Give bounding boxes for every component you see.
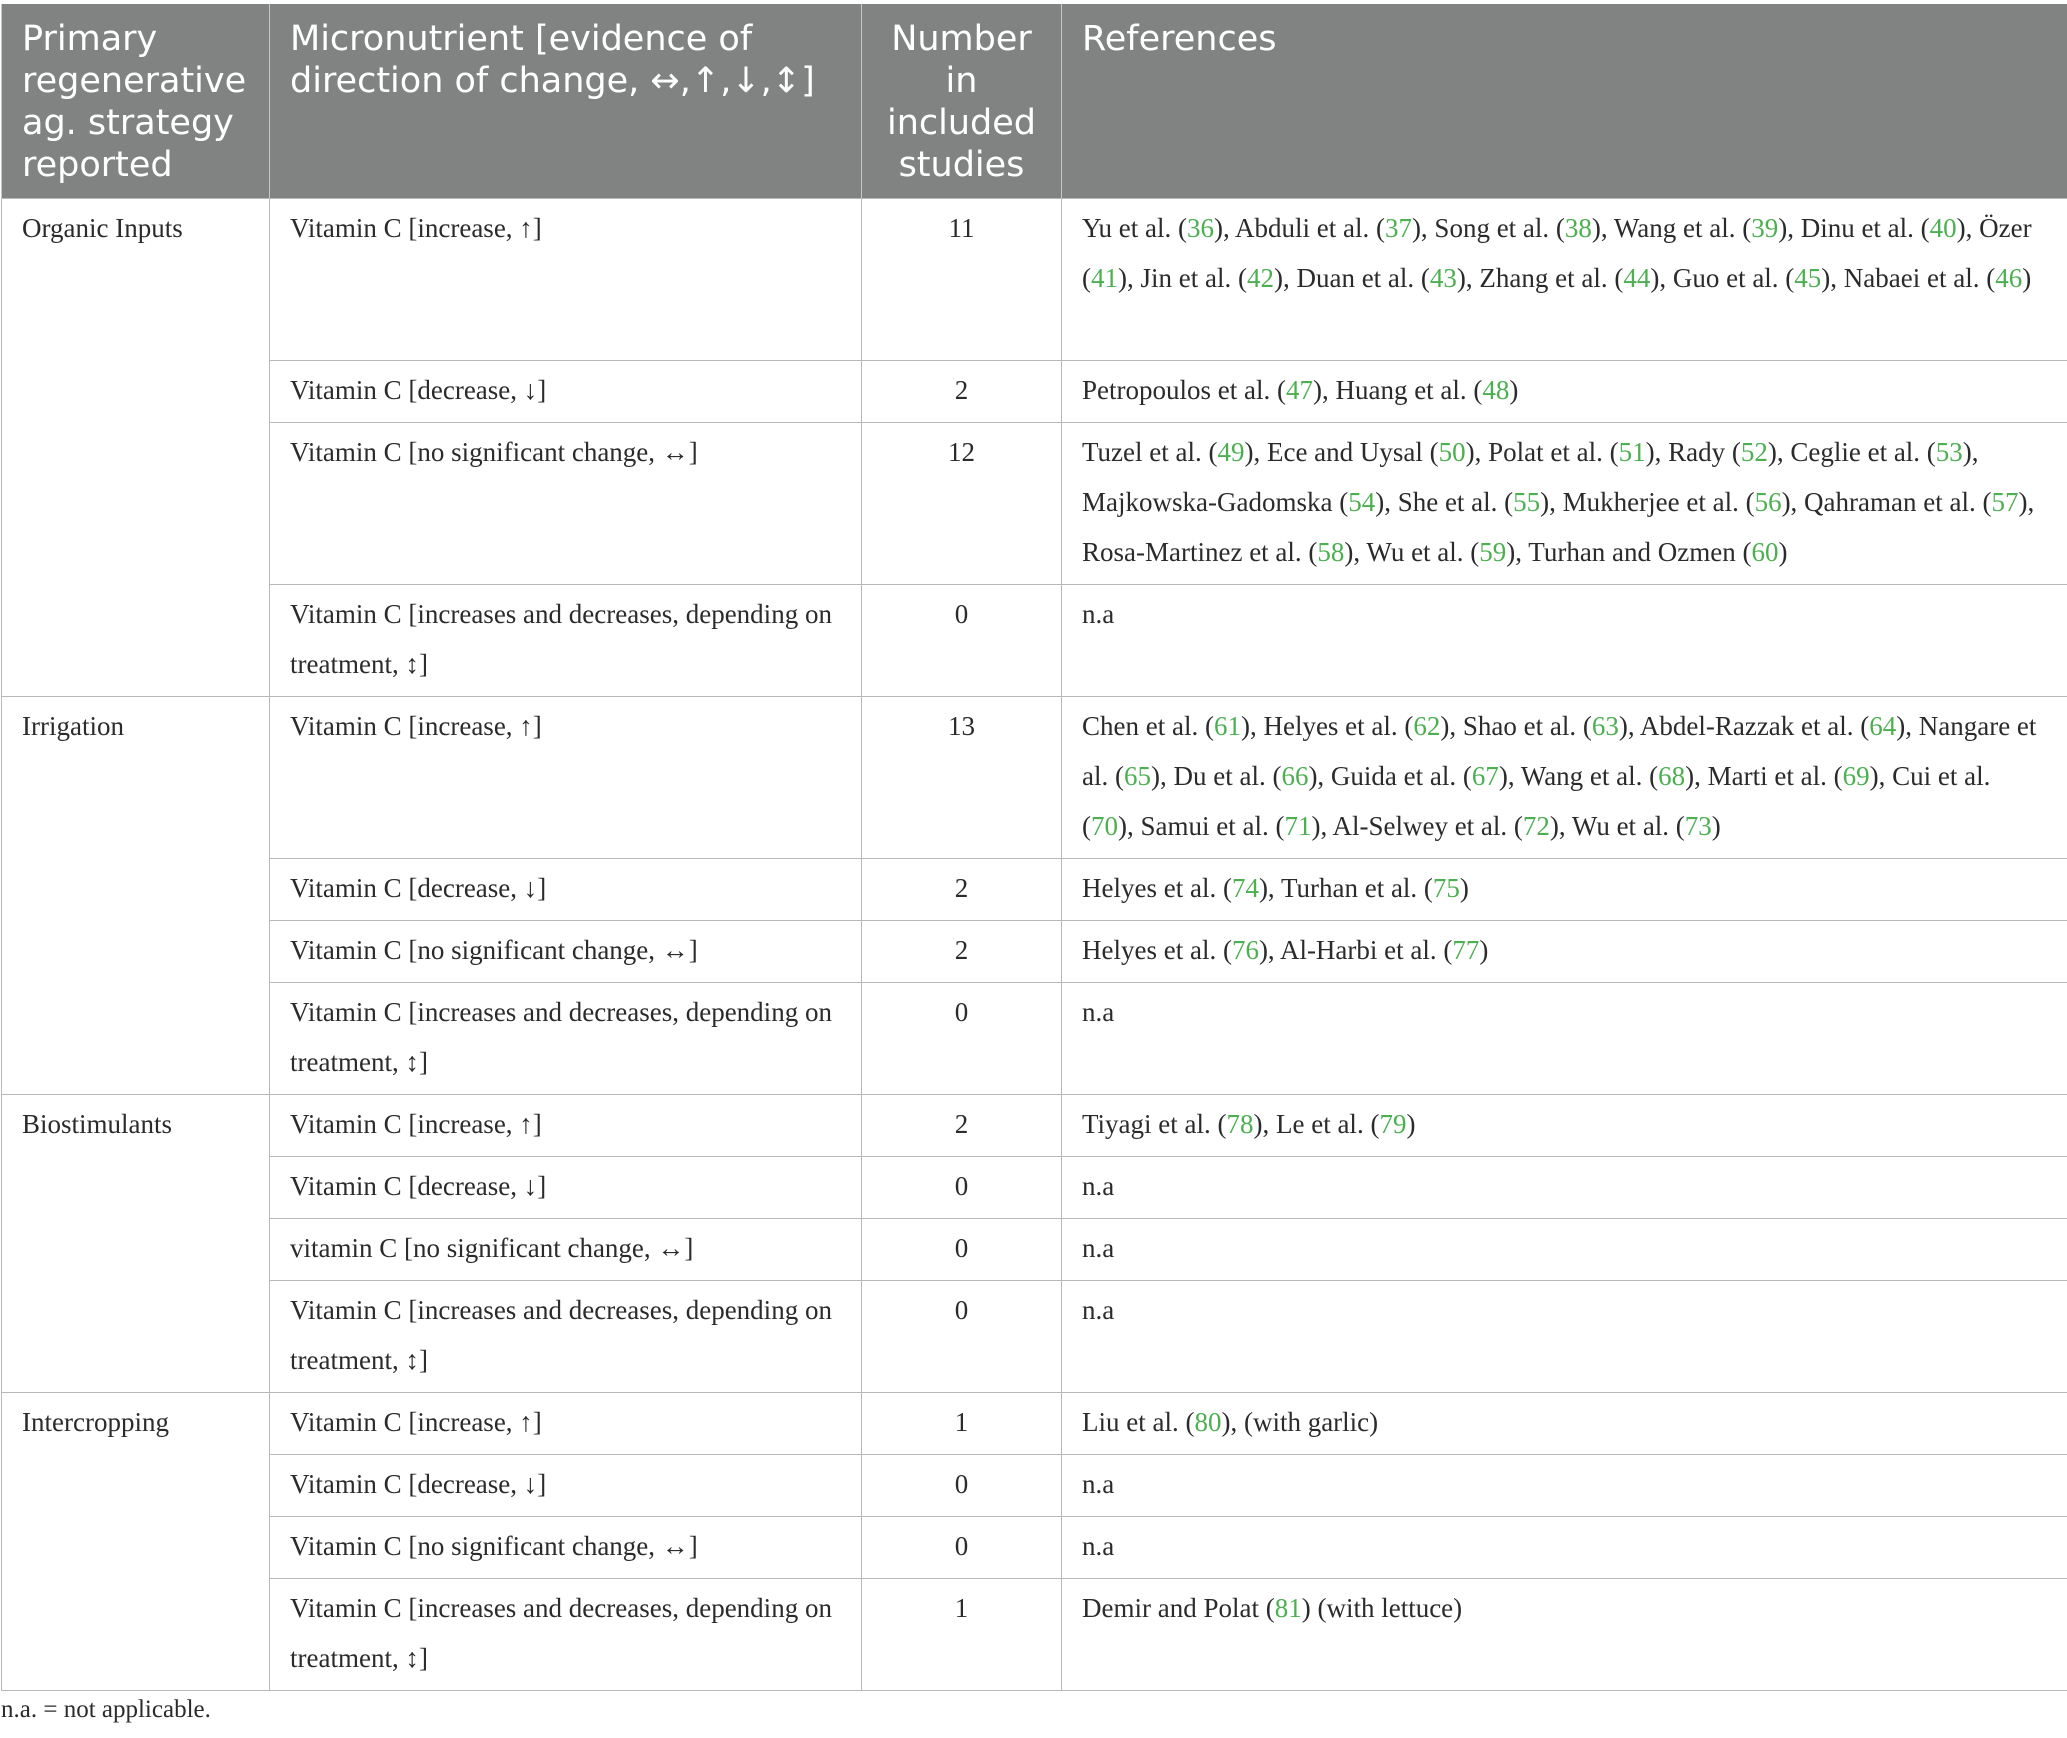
reference-number-link[interactable]: 47 <box>1285 375 1313 405</box>
strategy-cell: Irrigation <box>2 697 270 1095</box>
table-row <box>2 361 2067 423</box>
reference-text: ), Wu et al. ( <box>1344 537 1480 567</box>
references-cell <box>1062 1517 2067 1579</box>
reference-number-link[interactable]: 39 <box>1751 213 1779 243</box>
reference-text: ), Huang et al. ( <box>1312 375 1483 405</box>
table-row <box>2 1281 2067 1393</box>
study-count-cell: 11 <box>862 199 1062 361</box>
reference-text: ), Turhan et al. ( <box>1258 873 1433 903</box>
study-count-cell: 2 <box>862 361 1062 423</box>
reference-text: Tuzel et al. ( <box>1082 437 1218 467</box>
table-row <box>2 1579 2067 1691</box>
table-row <box>2 1455 2067 1517</box>
reference-text: ), Al-Harbi et al. ( <box>1258 935 1453 965</box>
reference-number-link[interactable]: 56 <box>1754 487 1782 517</box>
reference-text: Demir and Polat ( <box>1082 1593 1275 1623</box>
reference-text: ), Wang et al. ( <box>1498 761 1659 791</box>
references-cell <box>1062 361 2067 423</box>
header-micronutrient: Micronutrient [evidence of direction of change, ↔,↑,↓,↕] <box>270 4 862 199</box>
micronutrient-cell: Vitamin C [decrease, ↓] <box>270 1455 862 1517</box>
reference-text: ), Polat et al. ( <box>1465 437 1619 467</box>
reference-text: n.a <box>1082 1469 1115 1499</box>
reference-number-link[interactable]: 41 <box>1091 263 1118 293</box>
table-row <box>2 1157 2067 1219</box>
reference-text: n.a <box>1082 599 1115 629</box>
reference-number-link[interactable]: 68 <box>1658 761 1686 791</box>
references-cell <box>1062 585 2067 697</box>
reference-text: Tiyagi et al. ( <box>1082 1109 1227 1139</box>
reference-number-link[interactable]: 71 <box>1284 811 1312 841</box>
reference-number-link[interactable]: 55 <box>1513 487 1541 517</box>
reference-text: ), Wang et al. ( <box>1591 213 1752 243</box>
reference-number-link[interactable]: 58 <box>1317 537 1345 567</box>
reference-text: Yu et al. ( <box>1082 213 1187 243</box>
reference-text: n.a <box>1082 1295 1115 1325</box>
reference-number-link[interactable]: 63 <box>1591 711 1619 741</box>
reference-text: n.a <box>1082 997 1115 1027</box>
reference-text: ) <box>1479 935 1489 965</box>
reference-text: ), Özer ( <box>1082 213 2032 293</box>
reference-text: n.a <box>1082 1171 1115 1201</box>
reference-number-link[interactable]: 53 <box>1935 437 1963 467</box>
reference-number-link[interactable]: 60 <box>1751 537 1779 567</box>
reference-text: ), Zhang et al. ( <box>1456 263 1624 293</box>
reference-number-link[interactable]: 65 <box>1123 761 1151 791</box>
reference-text: ), Shao et al. ( <box>1440 711 1592 741</box>
reference-text: ), Jin et al. ( <box>1118 263 1247 293</box>
reference-number-link[interactable]: 45 <box>1794 263 1822 293</box>
study-count-cell: 12 <box>862 423 1062 585</box>
reference-number-link[interactable]: 36 <box>1186 213 1214 243</box>
study-count-cell: 0 <box>862 983 1062 1095</box>
reference-text: ), Le et al. ( <box>1253 1109 1380 1139</box>
strategy-cell: Intercropping <box>2 1393 270 1691</box>
study-count-cell: 2 <box>862 859 1062 921</box>
micronutrient-cell: Vitamin C [decrease, ↓] <box>270 361 862 423</box>
reference-number-link[interactable]: 40 <box>1929 213 1957 243</box>
study-count-cell: 1 <box>862 1579 1062 1691</box>
study-count-cell: 0 <box>862 1157 1062 1219</box>
reference-text: ), Cui et al. ( <box>1082 761 1991 841</box>
header-strategy: Primary regenerative ag. strategy reported <box>2 4 270 199</box>
reference-number-link[interactable]: 79 <box>1379 1109 1407 1139</box>
reference-text: ), Ece and Uysal ( <box>1244 437 1439 467</box>
micronutrient-cell: Vitamin C [no significant change, ↔] <box>270 921 862 983</box>
reference-number-link[interactable]: 76 <box>1231 935 1259 965</box>
references-cell <box>1062 199 2067 361</box>
reference-number-link[interactable]: 46 <box>1995 263 2023 293</box>
strategy-cell: Organic Inputs <box>2 199 270 697</box>
reference-number-link[interactable]: 42 <box>1246 263 1274 293</box>
reference-text: ) <box>1459 873 1469 903</box>
footnote: n.a. = not applicable. <box>1 1696 211 1723</box>
reference-text: ) <box>1711 811 1721 841</box>
references-cell <box>1062 423 2067 585</box>
reference-text: ), Abdel-Razzak et al. ( <box>1618 711 1870 741</box>
references-cell <box>1062 983 2067 1095</box>
micronutrient-cell: Vitamin C [increase, ↑] <box>270 199 862 361</box>
reference-text: ) <box>1778 537 1788 567</box>
table-row <box>2 983 2067 1095</box>
reference-text: Helyes et al. ( <box>1082 935 1232 965</box>
reference-number-link[interactable]: 48 <box>1482 375 1510 405</box>
reference-number-link[interactable]: 77 <box>1452 935 1480 965</box>
micronutrient-cell: Vitamin C [no significant change, ↔] <box>270 1517 862 1579</box>
reference-text: ), (with garlic) <box>1221 1407 1379 1437</box>
reference-text: ), Marti et al. ( <box>1685 761 1843 791</box>
table-row <box>2 859 2067 921</box>
reference-text: ), Mukherjee et al. ( <box>1540 487 1755 517</box>
reference-number-link[interactable]: 66 <box>1281 761 1309 791</box>
reference-number-link[interactable]: 51 <box>1618 437 1646 467</box>
references-cell <box>1062 1095 2067 1157</box>
table-row <box>2 921 2067 983</box>
reference-text: ), Nabaei et al. ( <box>1821 263 1996 293</box>
reference-number-link[interactable]: 80 <box>1194 1407 1222 1437</box>
reference-number-link[interactable]: 44 <box>1623 263 1651 293</box>
reference-number-link[interactable]: 49 <box>1217 437 1245 467</box>
reference-number-link[interactable]: 69 <box>1842 761 1870 791</box>
reference-number-link[interactable]: 54 <box>1348 487 1376 517</box>
study-count-cell: 0 <box>862 585 1062 697</box>
table-row <box>2 1517 2067 1579</box>
table-row <box>2 585 2067 697</box>
reference-text: n.a <box>1082 1531 1115 1561</box>
reference-text: ) <box>2022 263 2032 293</box>
micronutrient-cell: Vitamin C [increase, ↑] <box>270 1393 862 1455</box>
reference-text: ), Duan et al. ( <box>1273 263 1430 293</box>
study-count-cell: 2 <box>862 1095 1062 1157</box>
reference-text: ), Al-Selwey et al. ( <box>1311 811 1523 841</box>
micronutrient-cell: Vitamin C [increases and decreases, depending on treatment, ↕] <box>270 1579 862 1691</box>
study-count-cell: 13 <box>862 697 1062 859</box>
reference-number-link[interactable]: 64 <box>1869 711 1897 741</box>
reference-text: ), Song et al. ( <box>1411 213 1565 243</box>
references-cell <box>1062 1393 2067 1455</box>
reference-text: ), Rosa-Martinez et al. ( <box>1082 487 2035 567</box>
reference-text: Helyes et al. ( <box>1082 873 1232 903</box>
references-cell <box>1062 1281 2067 1393</box>
reference-text: ), Majkowska-Gadomska ( <box>1082 437 1979 517</box>
references-cell <box>1062 1157 2067 1219</box>
table-body <box>2 199 2067 1691</box>
references-cell <box>1062 697 2067 859</box>
micronutrient-cell: Vitamin C [decrease, ↓] <box>270 1157 862 1219</box>
reference-number-link[interactable]: 74 <box>1231 873 1259 903</box>
reference-number-link[interactable]: 75 <box>1432 873 1460 903</box>
header-row <box>2 4 2067 199</box>
micronutrient-cell: Vitamin C [increases and decreases, depending on treatment, ↕] <box>270 1281 862 1393</box>
reference-number-link[interactable]: 72 <box>1522 811 1550 841</box>
reference-text: ), Guo et al. ( <box>1650 263 1795 293</box>
reference-number-link[interactable]: 37 <box>1384 213 1412 243</box>
micronutrient-cell: Vitamin C [no significant change, ↔] <box>270 423 862 585</box>
reference-text: ), Rady ( <box>1645 437 1741 467</box>
reference-text: ), Dinu et al. ( <box>1778 213 1930 243</box>
results-table <box>1 4 2067 1691</box>
reference-number-link[interactable]: 62 <box>1413 711 1441 741</box>
reference-text: ) <box>1406 1109 1416 1139</box>
reference-text: n.a <box>1082 1233 1115 1263</box>
reference-number-link[interactable]: 50 <box>1438 437 1466 467</box>
study-count-cell: 0 <box>862 1455 1062 1517</box>
reference-text: ), Turhan and Ozmen ( <box>1506 537 1752 567</box>
study-count-cell: 1 <box>862 1393 1062 1455</box>
study-count-cell: 0 <box>862 1281 1062 1393</box>
references-cell <box>1062 859 2067 921</box>
reference-text: ), Nangare et al. ( <box>1082 711 2037 791</box>
reference-number-link[interactable]: 70 <box>1091 811 1118 841</box>
reference-text: ), Samui et al. ( <box>1118 811 1285 841</box>
reference-number-link[interactable]: 81 <box>1274 1593 1302 1623</box>
references-cell <box>1062 1579 2067 1691</box>
study-count-cell: 2 <box>862 921 1062 983</box>
reference-text: Chen et al. ( <box>1082 711 1214 741</box>
reference-text: ), She et al. ( <box>1375 487 1514 517</box>
reference-number-link[interactable]: 38 <box>1564 213 1592 243</box>
reference-number-link[interactable]: 78 <box>1226 1109 1254 1139</box>
reference-number-link[interactable]: 52 <box>1740 437 1768 467</box>
micronutrient-cell: Vitamin C [increases and decreases, depending on treatment, ↕] <box>270 585 862 697</box>
table-row <box>2 423 2067 585</box>
strategy-cell: Biostimulants <box>2 1095 270 1393</box>
reference-text: ), Ceglie et al. ( <box>1767 437 1936 467</box>
table-row <box>2 1219 2067 1281</box>
study-count-cell: 0 <box>862 1517 1062 1579</box>
reference-number-link[interactable]: 43 <box>1429 263 1457 293</box>
reference-text: ), Qahraman et al. ( <box>1781 487 1992 517</box>
table-row <box>2 1393 2067 1455</box>
micronutrient-cell: Vitamin C [increase, ↑] <box>270 697 862 859</box>
reference-number-link[interactable]: 59 <box>1479 537 1507 567</box>
reference-number-link[interactable]: 73 <box>1684 811 1712 841</box>
table-row <box>2 199 2067 361</box>
reference-text: ), Helyes et al. ( <box>1240 711 1414 741</box>
reference-text: ), Guida et al. ( <box>1308 761 1472 791</box>
table-row <box>2 1095 2067 1157</box>
reference-text: ), Abduli et al. ( <box>1213 213 1385 243</box>
reference-number-link[interactable]: 67 <box>1471 761 1499 791</box>
reference-text: ) (with lettuce) <box>1301 1593 1463 1623</box>
header-references: References <box>1062 4 2067 199</box>
reference-number-link[interactable]: 57 <box>1991 487 2019 517</box>
table-row <box>2 697 2067 859</box>
reference-text: ) <box>1509 375 1519 405</box>
micronutrient-cell: Vitamin C [increases and decreases, depending on treatment, ↕] <box>270 983 862 1095</box>
references-cell <box>1062 1455 2067 1517</box>
micronutrient-cell: vitamin C [no significant change, ↔] <box>270 1219 862 1281</box>
study-count-cell: 0 <box>862 1219 1062 1281</box>
references-cell <box>1062 1219 2067 1281</box>
reference-text: ), Du et al. ( <box>1150 761 1282 791</box>
header-number: Number in included studies <box>862 4 1062 199</box>
references-cell <box>1062 921 2067 983</box>
reference-number-link[interactable]: 61 <box>1213 711 1241 741</box>
reference-text: Petropoulos et al. ( <box>1082 375 1286 405</box>
micronutrient-cell: Vitamin C [decrease, ↓] <box>270 859 862 921</box>
micronutrient-cell: Vitamin C [increase, ↑] <box>270 1095 862 1157</box>
reference-text: Liu et al. ( <box>1082 1407 1195 1437</box>
reference-text: ), Wu et al. ( <box>1549 811 1685 841</box>
